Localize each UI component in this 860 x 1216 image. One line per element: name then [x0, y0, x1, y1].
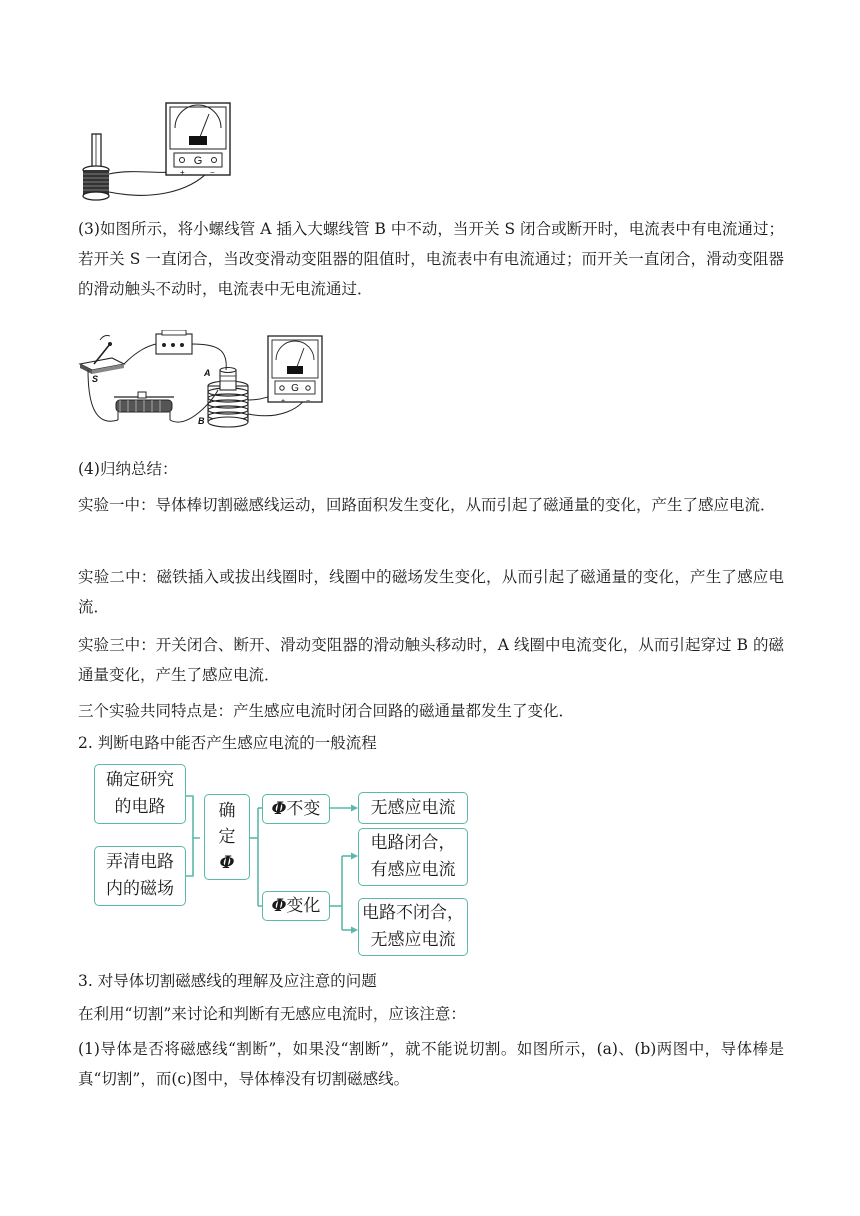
switch-label: S [92, 374, 99, 384]
box-determine-circuit-line2: 的电路 [114, 797, 166, 817]
phi-changed-text: 变化 [286, 895, 321, 916]
box-open-no-current-line2: 无感应电流 [370, 930, 456, 950]
coil-b-label: B [198, 416, 205, 426]
box-determine-phi [204, 794, 250, 880]
galvanometer [166, 103, 230, 177]
power-supply [156, 330, 192, 354]
phi-changed-symbol: Φ [271, 895, 287, 916]
note-intro: 在利用“切割”来讨论和判断有无感应电流时，应该注意： [78, 1005, 466, 1023]
phi-unchanged-symbol: Φ [271, 798, 287, 819]
box-clarify-field [94, 846, 186, 906]
paragraph-3: (3)如图所示，将小螺线管 A 插入大螺线管 B 中不动，当开关 S 闭合或断开时，电流表中有电流通过；若开关 S 一直闭合，当改变滑动变阻器的阻值时，电流表中有电流通过；而开关一直闭合，滑动变阻器的滑动触头不动时，电流表中无电流通过． [78, 220, 784, 298]
section-3-heading: 3. 对导体切割磁感线的理解及应注意的问题 [78, 972, 377, 990]
box-clarify-field-line1: 弄清电路 [106, 852, 174, 872]
box-no-induced-current [358, 792, 468, 824]
experiment-2-summary: 实验二中：磁铁插入或拔出线圈时，线圈中的磁场发生变化，从而引起了磁通量的变化，产生了感应电流． [78, 568, 784, 616]
summary-heading: (4)归纳总结： [78, 460, 178, 478]
coil-a-label: A [204, 368, 211, 378]
box-closed-has-current [358, 828, 468, 886]
box-determine-circuit-line1: 确定研究 [106, 770, 174, 790]
box-determine-phi-line2: 定 [218, 827, 236, 847]
flowchart [90, 760, 470, 956]
plus-terminal-label: + [180, 168, 185, 177]
experiment-3-summary: 实验三中：开关闭合、断开、滑动变阻器的滑动触头移动时，A 线圈中电流变化，从而引起穿过 B 的磁通量变化，产生了感应电流． [78, 636, 784, 684]
box-determine-phi-line1: 确 [218, 801, 236, 821]
box-determine-phi-symbol: Φ [219, 853, 235, 873]
galvanometer-2-letter: G [291, 383, 299, 394]
phi-unchanged-text: 不变 [286, 798, 321, 819]
note-1: (1)导体是否将磁感线“割断”，如果没“割断”，就不能说切割。如图所示，(a)、(b)两图中，导体棒是真“切割”，而(c)图中，导体棒没有切割磁感线。 [78, 1040, 784, 1088]
section-2-heading: 2. 判断电路中能否产生感应电流的一般流程 [78, 734, 377, 752]
switch-s [80, 336, 124, 375]
box-determine-circuit [94, 764, 186, 824]
box-phi-unchanged [262, 794, 330, 824]
common-feature: 三个实验共同特点是：产生感应电流时闭合回路的磁通量都发生了变化． [78, 702, 575, 720]
box-open-no-current [358, 898, 468, 956]
box-open-no-current-line1: 电路不闭合， [362, 903, 464, 923]
figure-coils-circuit [78, 330, 328, 435]
galvanometer-letter: G [193, 155, 203, 167]
galvanometer-2 [268, 336, 322, 405]
plus-terminal-label-2: + [281, 398, 286, 405]
minus-terminal-label: − [210, 168, 215, 177]
minus-terminal-label-2: − [306, 398, 311, 405]
box-closed-has-current-line1: 电路闭合， [370, 833, 456, 853]
box-phi-changed [262, 891, 330, 921]
box-clarify-field-line2: 内的磁场 [106, 879, 174, 899]
experiment-1-summary: 实验一中：导体棒切割磁感线运动，回路面积发生变化，从而引起了磁通量的变化，产生了感应电流． [78, 496, 776, 514]
figure-magnet-coil-galvanometer [78, 98, 238, 208]
rheostat [114, 392, 174, 420]
box-no-induced-current-text: 无感应电流 [370, 797, 456, 818]
coil-a [220, 368, 236, 391]
bar-magnet [92, 134, 101, 170]
coil [83, 166, 109, 200]
box-closed-has-current-line2: 有感应电流 [370, 860, 456, 880]
